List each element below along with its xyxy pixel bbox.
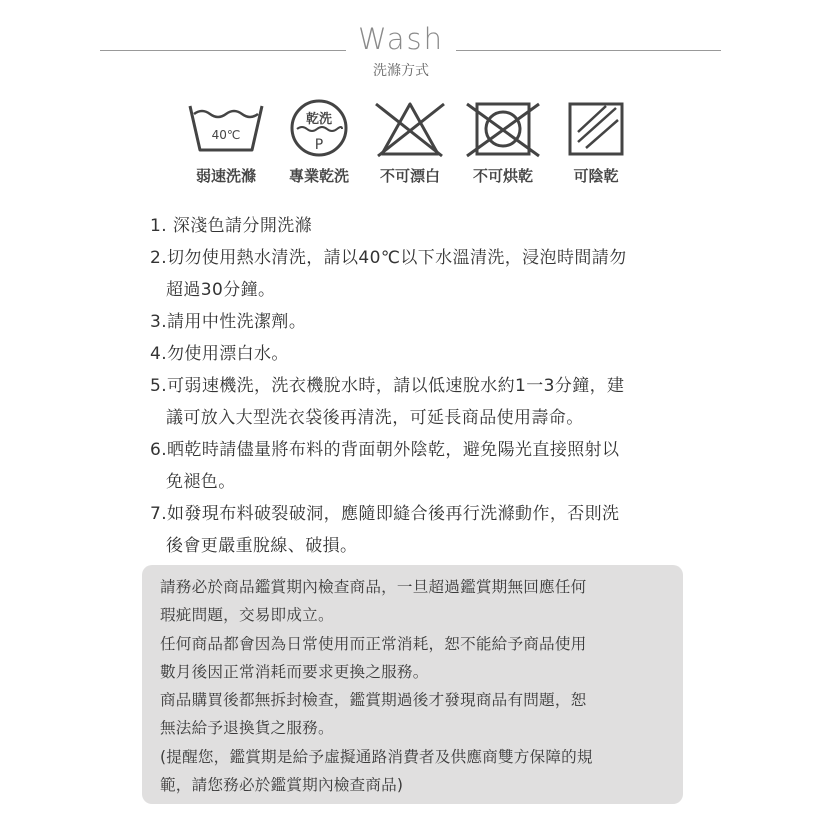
instruction-text-continued: 後會更嚴重脫線、破損。 xyxy=(166,536,358,556)
page-title: Wash xyxy=(357,22,445,56)
instruction-item xyxy=(150,242,710,306)
care-label-notumble: 不可烘乾 xyxy=(472,167,533,185)
notice-line: 請務必於商品鑑賞期內檢查商品，一旦超過鑑賞期無回應任何 xyxy=(160,578,587,596)
instruction-item xyxy=(150,210,710,242)
no-bleach-icon xyxy=(370,98,450,158)
instruction-text-continued: 免褪色。 xyxy=(166,472,236,492)
dry-clean-p-icon xyxy=(279,98,359,158)
dryclean-top-text: 乾洗 xyxy=(305,112,333,127)
care-icons-row xyxy=(0,98,829,194)
instruction-text: 5.可弱速機洗，洗衣機脫水時，請以低速脫水約1一3分鐘，建 xyxy=(150,376,625,396)
instruction-text: 6.晒乾時請儘量將布料的背面朝外陰乾，避免陽光直接照射以 xyxy=(150,440,620,460)
care-label-wash: 弱速洗滌 xyxy=(195,167,256,185)
notice-line: 瑕疵問題，交易即成立。 xyxy=(160,606,334,625)
instruction-text: 2.切勿使用熱水清洗，請以40℃以下水溫清洗，浸泡時間請勿 xyxy=(150,248,627,268)
instruction-item xyxy=(150,306,710,338)
instruction-text: 4.勿使用漂白水。 xyxy=(150,344,289,364)
dryclean-p-text: P xyxy=(314,137,324,153)
care-item-dryclean xyxy=(279,98,359,186)
instruction-text: 1. 深淺色請分開洗滌 xyxy=(150,216,313,236)
instruction-text-continued: 議可放入大型洗衣袋後再清洗，可延長商品使用壽命。 xyxy=(166,408,584,428)
instruction-item xyxy=(150,434,710,498)
care-item-wash xyxy=(186,98,266,186)
instruction-text: 7.如發現布料破裂破洞，應隨即縫合後再行洗滌動作，否則洗 xyxy=(150,504,620,524)
page-subtitle: 洗滌方式 xyxy=(373,63,429,79)
wash-tub-40-icon xyxy=(186,98,266,158)
notice-line: 商品購買後都無拆封檢查，鑑賞期過後才發現商品有問題，恕 xyxy=(160,691,587,710)
instruction-text-continued: 超過30分鐘。 xyxy=(166,280,276,300)
shade-dry-icon xyxy=(556,98,636,158)
wash-temp-text: 40℃ xyxy=(211,128,241,142)
section-header xyxy=(0,14,829,84)
care-item-shadedry xyxy=(556,98,636,186)
notice-line: 無法給予退換貨之服務。 xyxy=(160,719,334,738)
wash-instructions-list xyxy=(150,210,710,562)
header-rule-right xyxy=(456,50,721,51)
care-item-notumble xyxy=(463,98,543,186)
notice-line: 範，請您務必於鑑賞期內檢查商品) xyxy=(160,776,404,795)
no-tumble-dry-icon xyxy=(463,98,543,158)
header-rule-left xyxy=(100,50,346,51)
instruction-item xyxy=(150,338,710,370)
instruction-item xyxy=(150,370,710,434)
notice-line: 數月後因正常消耗而要求更換之服務。 xyxy=(160,662,429,681)
care-label-nobleach: 不可漂白 xyxy=(379,167,440,185)
care-item-nobleach xyxy=(370,98,450,186)
care-label-dryclean: 專業乾洗 xyxy=(288,167,349,185)
instruction-item xyxy=(150,498,710,562)
care-label-shadedry: 可陰乾 xyxy=(573,167,619,185)
notice-line: 任何商品都會因為日常使用而正常消耗，恕不能給予商品使用 xyxy=(160,634,587,653)
notice-line: (提醒您，鑑賞期是給予虛擬通路消費者及供應商雙方保障的規 xyxy=(160,747,593,766)
instruction-text: 3.請用中性洗潔劑。 xyxy=(150,312,307,332)
notice-box xyxy=(142,565,683,804)
